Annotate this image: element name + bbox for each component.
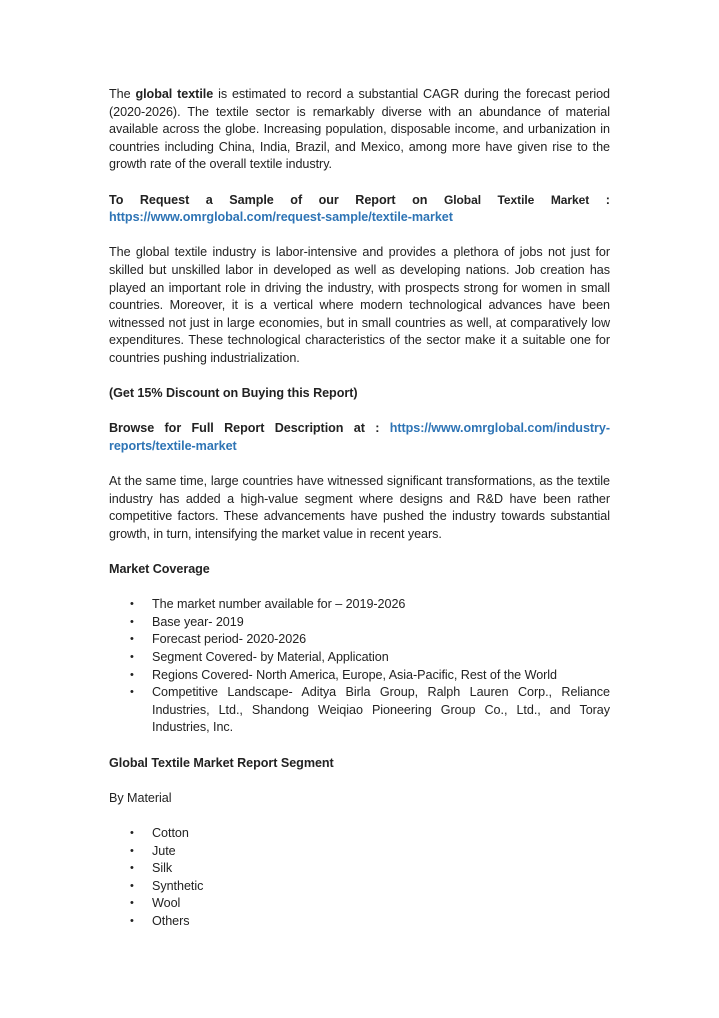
report-segment-heading: Global Textile Market Report Segment	[109, 755, 334, 770]
intro-highlight: global textile	[135, 87, 214, 101]
list-item: • Silk	[152, 860, 610, 878]
material-list	[109, 825, 610, 931]
browse-label: Browse for Full Report Description at :	[109, 421, 390, 436]
list-item: • Synthetic	[152, 878, 610, 896]
request-word: Sample	[229, 192, 274, 207]
request-word: To	[109, 192, 124, 207]
list-item: • Competitive Landscape- Aditya Birla Group, Ralph Lauren Corp., Reliance Industries, Ltd., Shandong Weiqiao Pioneering Group Co., Ltd., and Toray Industries, Inc.	[152, 684, 610, 737]
request-word: of	[290, 192, 303, 207]
request-word: Global	[443, 192, 481, 207]
request-sample-link[interactable]: https://www.omrglobal.com/request-sample/textile-market	[109, 210, 453, 225]
list-item: • Base year- 2019	[152, 614, 610, 632]
by-material-label: By Material	[109, 790, 172, 805]
intro-paragraph	[109, 86, 610, 174]
list-item: • Others	[152, 913, 610, 931]
transformation-paragraph: At the same time, large countries have witnessed significant transformations, as the textile industry has added a high-value segment where designs and R&D have been rather competitive factors. These advancements have pushed the industry towards substantial growth, in turn, intensifying the market value in recent years.	[109, 474, 610, 541]
list-item: • Regions Covered- North America, Europe, Asia-Pacific, Rest of the World	[152, 667, 610, 685]
list-item: • Segment Covered- by Material, Application	[152, 649, 610, 667]
list-item: • The market number available for – 2019-2026	[152, 596, 610, 614]
request-word: Request	[139, 192, 190, 207]
intro-text-rest: is estimated to record a substantial CAGR during the forecast period (2020-2026). The textile sector is remarkably diverse with an abundance of material available across the globe. Increasing population, disposable income, and urbanization in countries including China, India, Brazil, and Mexico, among more have given rise to the growth rate of the overall textile industry.	[109, 87, 610, 172]
full-report-link[interactable]: https://www.omrglobal.com/industry-reports/textile-market	[109, 421, 610, 453]
browse-report-line	[109, 420, 610, 455]
request-sample-label	[109, 192, 610, 210]
request-word: on	[412, 192, 428, 207]
request-word: :	[605, 192, 610, 207]
list-item: • Cotton	[152, 825, 610, 843]
market-coverage-heading: Market Coverage	[109, 562, 210, 577]
request-word: Textile	[497, 192, 535, 207]
intro-text-start: The	[109, 87, 136, 101]
request-sample-block	[109, 192, 610, 227]
list-item: • Forecast period- 2020-2026	[152, 631, 610, 649]
list-item: • Jute	[152, 843, 610, 861]
request-word: a	[205, 192, 213, 207]
request-word: our	[318, 192, 339, 207]
list-item: • Wool	[152, 895, 610, 913]
request-word: Report	[355, 192, 396, 207]
discount-note: (Get 15% Discount on Buying this Report)	[109, 386, 358, 401]
industry-paragraph: The global textile industry is labor-intensive and provides a plethora of jobs not just for skilled but unskilled labor in developed as well as developing nations. Job creation has played an important role in driving the industry, with prospects strong for women in small countries. Moreover, it is a vertical where modern technological advances have been witnessed not just in large economies, but in small countries as well, at comparatively low expenditures. These technological characteristics of the sector make it a suitable one for countries pushing industrialization.	[109, 245, 610, 365]
request-word: Market	[550, 192, 590, 207]
market-coverage-list	[109, 596, 610, 737]
document-body	[109, 86, 610, 931]
